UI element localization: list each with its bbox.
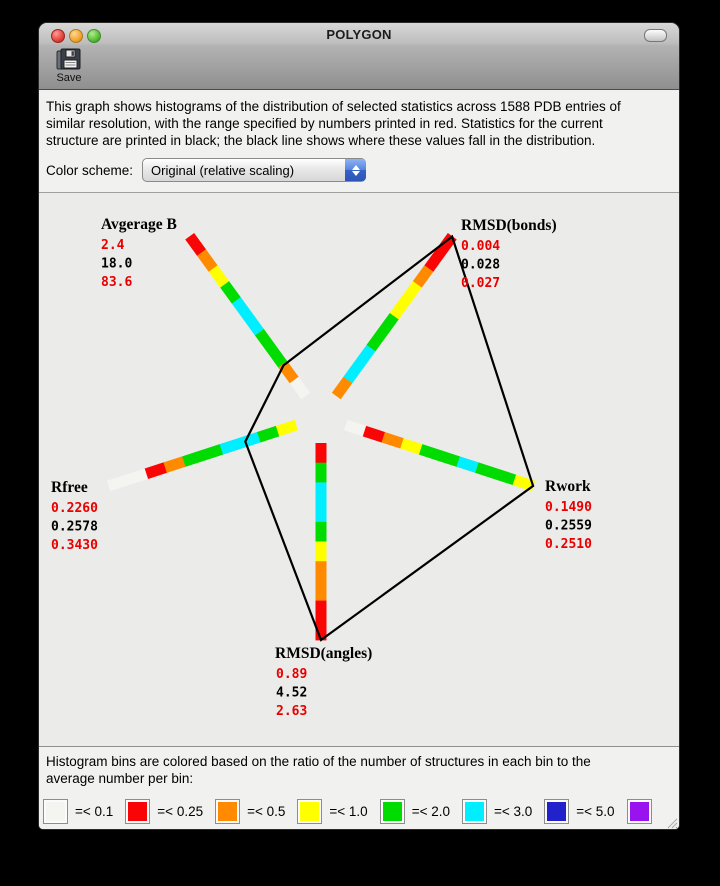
axis-title: Rfree [51,479,88,496]
save-button[interactable] [47,48,91,86]
save-button-label: Save [56,72,82,84]
legend-bin-label: =< 5.0 [576,804,615,819]
histogram-bin [201,444,224,461]
axis-current-value: 18.0 [101,256,133,272]
description-line-1: This graph shows histograms of the distribution of selected statistics across 1588 PDB entries of [46,99,621,114]
histogram-bin [316,502,327,522]
legend-swatch-purple [628,800,651,823]
axis-current-value: 0.2578 [51,519,98,535]
histogram-bin [363,426,386,443]
histogram-bin [144,462,167,479]
axis-min-value: 0.2260 [51,501,98,516]
histogram-bin [316,443,327,463]
axis-histogram-rfree [107,420,298,491]
histogram-bin [316,601,327,621]
legend-bin-label: =< 0.5 [247,804,286,819]
histogram-bin [316,463,327,483]
axis-max-value: 0.027 [461,276,501,291]
axis-max-value: 0.3430 [51,538,98,553]
color-scheme-row [46,158,366,182]
histogram-bin [316,581,327,601]
histogram-bin [275,420,298,437]
axis-current-value: 0.028 [461,257,501,273]
axis-title: RMSD(angles) [275,645,373,662]
histogram-bin [316,522,327,542]
color-scheme-select[interactable] [142,158,366,182]
legend-line-1: Histogram bins are colored based on the ratio of the number of structures in each bin to the [46,754,591,769]
legend-swatch-cyan [463,800,486,823]
histogram-bin [381,432,404,449]
legend-swatch-yellow [298,800,321,823]
axis-min-value: 0.89 [276,667,308,682]
axis-title: RMSD(bonds) [461,217,557,234]
description-line-2: similar resolution, with the range specified by numbers printed in red. Statistics for the current [46,116,603,131]
histogram-bin [257,426,280,443]
histogram-bin [494,469,517,486]
legend-bins-row [44,800,659,823]
histogram-bin [419,444,442,461]
chevron-down-icon [352,171,360,176]
save-floppy-icon [56,48,82,72]
polygon-radar-chart [39,193,679,746]
resize-grip[interactable] [664,815,678,829]
plot-panel [39,193,679,746]
histogram-bin [316,542,327,562]
axis-max-value: 2.63 [276,704,308,719]
axis-min-value: 0.004 [461,239,501,254]
legend-line-2: average number per bin: [46,771,194,786]
axis-current-value: 0.2559 [545,518,592,534]
axis-title: Rwork [545,478,591,495]
legend-bin-label: =< 2.0 [411,804,450,819]
title-bar[interactable] [39,23,679,45]
histogram-bin [126,469,149,486]
axis-max-value: 0.2510 [545,537,592,552]
description-panel [39,90,679,193]
axis-title: Avgerage B [101,216,177,233]
axis-min-value: 2.4 [101,238,125,253]
legend-bin-label: =< 3.0 [493,804,533,819]
axis-min-value: 0.1490 [545,500,592,515]
description-line-3: structure are printed in black; the black line shows where these values fall in the distribution. [46,133,596,148]
histogram-bin [219,438,242,455]
legend-swatch-white [44,800,67,823]
legend-bin-label: =< 0.25 [157,804,204,819]
histogram-bin [438,450,461,467]
histogram-bin [163,456,186,473]
histogram-bin [344,420,367,437]
histogram-bin [475,462,498,479]
legend-swatch-green [381,800,404,823]
axis-histogram-avgerage-b [185,233,310,399]
polygon-window [39,23,679,829]
legend-bin-label: =< 0.1 [75,804,114,819]
select-stepper-icon [345,159,366,181]
chevron-up-icon [352,165,360,170]
axis-max-value: 83.6 [101,275,133,290]
window-title: POLYGON [326,27,392,42]
histogram-bin [316,482,327,502]
axis-current-value: 4.52 [276,685,308,701]
axis-histogram-rmsd-angles- [316,443,327,640]
legend-swatch-blue [545,800,568,823]
axis-histogram-rwork [344,420,535,491]
axis-histogram-rmsd-bonds- [332,233,457,399]
legend-swatch-red [126,800,149,823]
color-scheme-selected-value: Original (relative scaling) [151,162,295,178]
window-chrome [39,23,679,90]
histogram-bin [400,438,423,455]
legend-panel [39,746,679,829]
legend-bin-label: =< 1.0 [329,804,368,819]
toolbar [39,45,679,89]
histogram-bin [456,456,479,473]
histogram-bin [316,561,327,581]
histogram-bin [182,450,205,467]
histogram-bin [107,475,130,492]
color-scheme-label: Color scheme: [46,162,134,178]
legend-swatch-orange [216,800,239,823]
toolbar-toggle-button[interactable] [644,29,667,42]
